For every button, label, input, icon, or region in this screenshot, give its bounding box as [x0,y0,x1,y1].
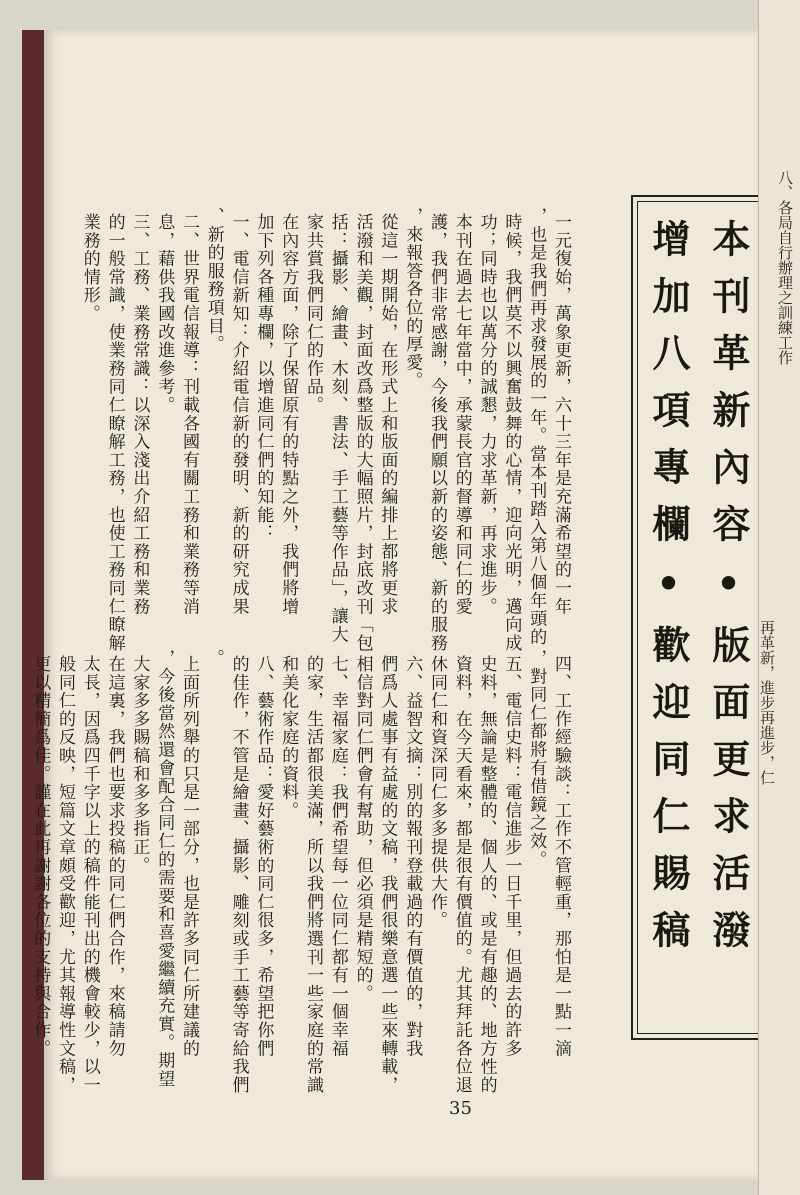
text-column: 七、幸福家庭：我們希望每一位同仁都有一個幸福 [327,655,348,1058]
text-column: 在這裏，我們也要求投稿的同仁們合作，來稿請勿 [104,655,125,1058]
text-column: 二、世界電信報導：刊載各國有關工務和業務等消 [179,213,199,616]
title-line-2: 增加八項專欄•歡迎同仁賜稿 [646,219,691,967]
adjacent-heading: 八、各局自行辦理之訓練工作 [776,170,794,365]
text-column: 時候，我們莫不以興奮鼓舞的心情，迎向光明，邁向成 [501,213,522,653]
text-column: 和美化家庭的資料。 [278,655,299,820]
text-column: 八、藝術作品：愛好藝術的同仁很多，希望把你們 [253,655,274,1058]
text-column: ，對同仁都將有借鏡之效。 [526,649,547,869]
text-column: ，也是我們再求發展的一年。當本刊踏入第八個年頭的 [526,207,547,647]
title-frame [631,195,771,1040]
text-column: 一元復始，萬象更新，六十三年是充滿希望的一年 [551,213,571,616]
text-column: 、新的服務項目。 [203,207,224,354]
text-column: 的佳作，不管是繪畫、攝影、雕刻或手工藝等寄給我們 [228,655,249,1095]
text-column: 們爲人處事有益處的文稿，我們很樂意選一些來轉載， [377,655,398,1095]
text-column: 護，我們非常感謝，今後我們願以新的姿態、新的服務 [427,213,447,653]
text-column: 從這一期開始，在形式上和版面的編排上都將更求 [377,213,398,616]
page-number: 35 [449,1098,472,1119]
text-column: ，今後當然還會配合同仁的需要和喜愛繼續充實。期望 [154,649,175,1089]
text-column: 相信對同仁們會有幫助，但必須是精短的。 [352,655,373,1003]
text-column: 在內容方面，除了保留原有的特點之外，我們將增 [278,213,299,616]
text-column: 加下列各種專欄，以增進同仁們的知能： [253,213,274,543]
text-column: 史料，無論是整體的、個人的、或是有趣的、地方性的 [476,655,497,1095]
text-column: 太長，因爲四千字以上的稿件能刊出的機會較少，以一 [79,655,100,1095]
text-column: 本刊在過去七年當中，承蒙長官的督導和同仁的愛 [451,213,472,616]
adjacent-text-line: 再革新，進步再進步，仁 [758,620,776,785]
text-column: 更以精簡爲佳。謹在此再謝謝各位的支持與合作。 [30,655,51,1058]
text-column: 五、電信史料：電信進步一日千里，但過去的許多 [501,655,522,1058]
text-column: 般同仁的反映，短篇文章頗受歡迎，尤其報導性文稿， [55,655,75,1095]
text-column: 一、電信新知：介紹電信新的發明、新的研究成果 [228,213,249,616]
adjacent-page [758,0,800,1195]
text-column: 功；同時也以萬分的誠懇，力求革新，再求進步。 [476,213,497,616]
text-column: 的一般常識，使業務同仁瞭解工務，也使工務同仁瞭解 [104,213,125,653]
text-column: 四、工作經驗談：工作不管輕重，那怕是一點一滴 [551,655,571,1058]
text-column: 的家，生活都很美滿，所以我們將選刊一些家庭的常識 [303,655,323,1095]
text-column: 業務的情形。 [79,213,100,323]
magazine-page [30,30,758,1180]
text-column: 活潑和美觀，封面改爲整版的大幅照片，封底改刊「包 [352,213,373,653]
text-column: 。 [203,649,224,668]
text-column: 息，藉供我國改進參考。 [154,213,175,415]
text-column: 三、工務、業務常識：以深入淺出介紹工務和業務 [129,213,150,616]
title-line-1: 本刊革新內容•版面更求活潑 [706,219,751,967]
text-column: 資料，在今天看來，都是很有價值的。尤其拜託各位退 [451,655,472,1095]
text-column: 家共賞我們同仁的作品。 [303,213,323,415]
text-column: 大家多多賜稿和多多指正。 [129,655,150,875]
text-column: 六、益智文摘：別的報刊登載過的有價值的，對我 [402,655,423,1058]
text-column: ，來報答各位的厚愛。 [402,207,423,390]
text-column: 上面所列舉的只是一部分，也是許多同仁所建議的 [179,655,199,1058]
text-column: 括：攝影、繪畫、木刻、書法、手工藝等作品」，讓大 [327,213,348,644]
text-column: 休同仁和資深同仁多多提供大作。 [427,655,447,930]
